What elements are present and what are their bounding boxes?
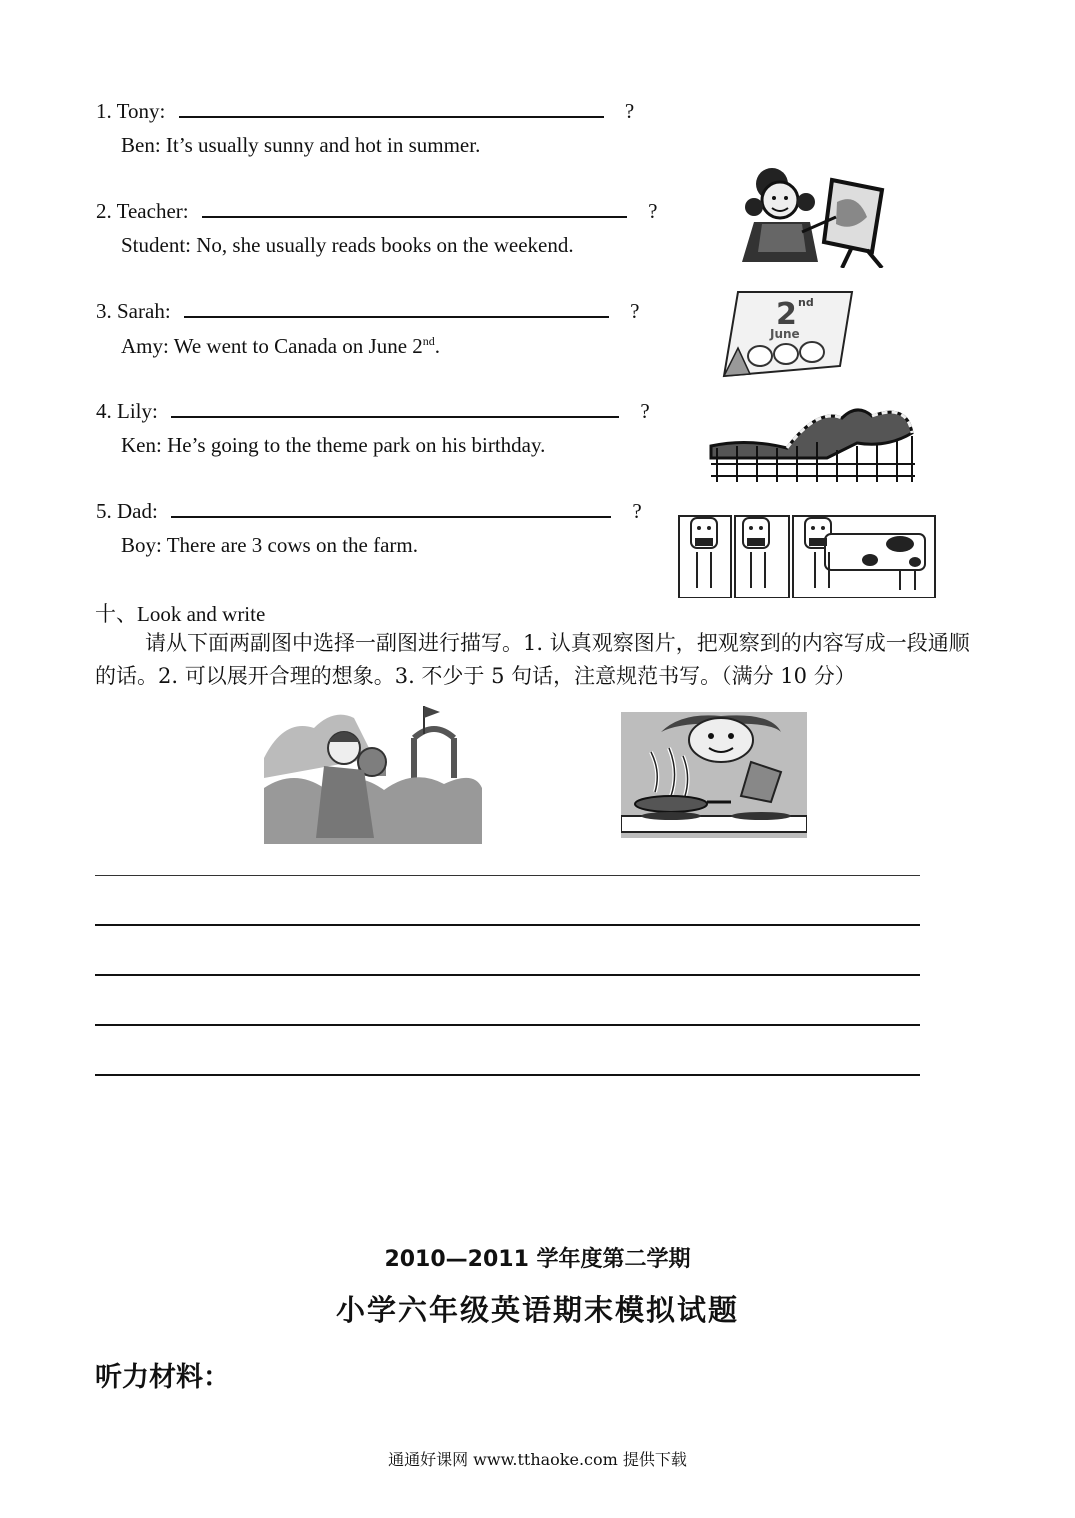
question-2-speaker: Teacher: xyxy=(116,199,189,223)
question-2-blank[interactable] xyxy=(202,215,627,218)
question-2-mark: ? xyxy=(648,199,658,223)
calendar-month: June xyxy=(770,327,800,341)
question-4-mark: ? xyxy=(640,399,650,423)
family-outing-picture xyxy=(264,698,482,844)
question-1-line xyxy=(96,101,634,122)
question-5-speaker: Dad: xyxy=(117,499,158,523)
question-4-line xyxy=(96,401,650,422)
exam-title: 小学六年级英语期末模拟试题 xyxy=(335,1293,739,1327)
calendar-day: 2 xyxy=(776,297,797,332)
cows-picture xyxy=(675,504,939,598)
calendar-sup: nd xyxy=(798,296,814,309)
question-1-blank[interactable] xyxy=(179,115,604,118)
question-5-blank[interactable] xyxy=(171,515,611,518)
question-3-answer-sup: nd xyxy=(422,334,435,348)
roller-coaster-picture xyxy=(707,398,919,482)
question-1-answer: Ben: It’s usually sunny and hot in summer. xyxy=(121,133,481,157)
question-5-line xyxy=(96,501,642,522)
question-3-blank[interactable] xyxy=(184,315,609,318)
section-instructions: 请从下面两副图中选择一副图进行描写。1. 认真观察图片，把观察到的内容写成一段通顺的话。2. 可以展开合理的想象。3. 不少于 5 句话，注意规范书写。（满分 10 分） xyxy=(95,631,970,688)
question-4-answer: Ken: He’s going to the theme park on his birthday. xyxy=(121,433,546,457)
girl-painting-picture xyxy=(732,162,892,268)
section-title: 十、Look and write xyxy=(95,602,266,626)
question-3-number: 3. xyxy=(96,299,112,323)
question-2-answer: Student: No, she usually reads books on the weekend. xyxy=(121,233,574,257)
question-3-speaker: Sarah: xyxy=(117,299,171,323)
calendar-picture xyxy=(720,288,854,380)
school-year-heading: 2010—2011 学年度第二学期 xyxy=(384,1247,691,1272)
question-2-line xyxy=(96,201,657,222)
question-5-answer: Boy: There are 3 cows on the farm. xyxy=(121,533,419,557)
question-2-number: 2. xyxy=(96,199,112,223)
question-3-line xyxy=(96,301,639,322)
writing-line-3[interactable] xyxy=(95,974,920,976)
page-footer: 通通好课网 www.tthaoke.com 提供下载 xyxy=(388,1450,687,1469)
question-1-speaker: Tony: xyxy=(116,99,166,123)
question-5-number: 5. xyxy=(96,499,112,523)
writing-line-5[interactable] xyxy=(95,1074,920,1076)
listening-heading: 听力材料： xyxy=(95,1362,230,1393)
question-3-mark: ? xyxy=(630,299,640,323)
writing-line-1[interactable] xyxy=(95,875,920,876)
question-3-answer-end: . xyxy=(434,334,441,358)
writing-line-2[interactable] xyxy=(95,924,920,926)
question-4-number: 4. xyxy=(96,399,112,423)
question-1-mark: ? xyxy=(624,99,635,123)
girl-cooking-picture xyxy=(621,712,807,838)
writing-line-4[interactable] xyxy=(95,1024,920,1026)
question-1-number: 1. xyxy=(96,99,112,123)
question-5-mark: ? xyxy=(632,499,642,523)
question-3-answer xyxy=(121,335,440,357)
question-4-blank[interactable] xyxy=(171,415,619,418)
question-3-answer-text: Amy: We went to Canada on June 2 xyxy=(121,334,423,358)
question-4-speaker: Lily: xyxy=(117,399,158,423)
